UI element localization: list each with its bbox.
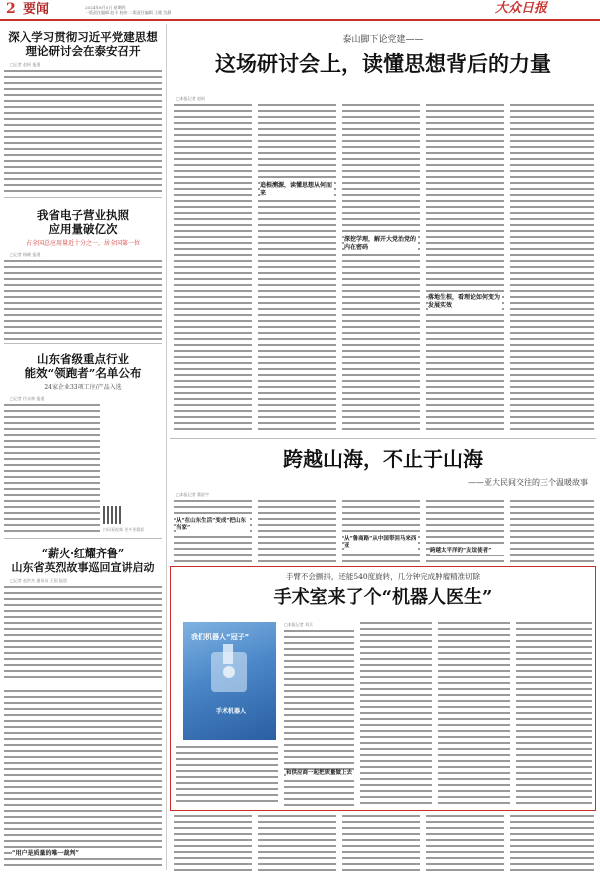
edition-meta [85,5,245,15]
box-body-col3 [438,622,510,806]
subheadline-a3: 24家企业33项工序/产品入选 [44,384,122,391]
bottom-body-col1 [174,815,252,871]
header-rule [0,19,600,21]
mid-subheadline: ——亚大民间交往的三个温暖故事 [468,478,588,487]
body-text-a2 [4,260,162,340]
byline-a4: □记者 赵洪杰 通讯员 王国 报道 [10,578,67,583]
headline-a1 [0,30,166,58]
byline-a3: □记者 付永林 报道 [10,396,45,401]
box-body-col4 [516,622,592,806]
top-body-col4 [426,104,504,434]
mid-headline: 跨越山海，不止于山海 [283,447,483,471]
mid-subhead-1: 从“在山东生活”变成“把山东当家” [176,518,250,532]
box-subhead-1: 和供应商一起把质量做上去 [286,770,353,776]
qr-code[interactable] [103,506,121,524]
mid-body-col2 [258,500,336,562]
section-title: 要闻 [23,2,50,17]
byline-a1: □记者 赵轲 报道 [10,62,41,67]
box-byline: □本报记者 刘兵 [284,622,314,627]
headline-a1-line1: 深入学习贯彻习近平党建思想 [8,30,158,44]
top-body-col5 [510,104,594,434]
top-body-col1 [174,104,252,434]
photo-banner: 我们机器人“冠子” [191,633,250,641]
top-subhead-3: 落地生根，看理论如何变为发展实效 [428,292,502,312]
body-text-a3 [4,404,100,534]
mid-body-col3 [342,500,420,562]
bottom-subhead: “用户是质量的唯一裁判” [12,850,162,858]
top-kicker: 泰山脚下论党建—— [342,35,424,45]
robot-surgery-photo[interactable] [183,622,276,740]
page-number: 2 [6,1,16,17]
body-text-a1 [4,70,162,194]
headline-a1-line2: 理论研讨会在泰安召开 [25,44,141,58]
headline-a4-line1: “薪火·红耀齐鲁” [41,547,125,560]
bottom-body-col3 [342,815,420,871]
photo-caption-title: 手术机器人 [215,708,246,715]
mid-subhead-3: 跨越太平洋的“友谊使者” [430,548,504,555]
headline-a3-line1: 山东省级重点行业 [37,352,129,366]
headline-a4-line2: 山东省英烈故事巡回宣讲启动 [11,561,155,574]
top-byline: □本报记者 赵轲 [176,96,206,101]
newspaper-logo: 大众日报 [495,1,548,16]
headline-a4 [0,547,166,575]
divider [4,538,162,539]
headline-a2-line2: 应用量破亿次 [48,222,118,236]
top-subhead-2: 深挖学理，解开大党治党的内在密码 [344,234,418,254]
divider [170,438,596,439]
top-headline: 这场研讨会上，读懂思想背后的力量 [215,51,551,76]
mid-byline: □本报记者 董舒宇 [176,492,210,497]
bottom-body-col2 [258,815,336,871]
headline-a3 [0,352,166,380]
headline-a2 [0,208,166,236]
qr-label: 扫码看视频 更多更精彩 [103,527,145,532]
subheadline-a2: 占全国总应用量近十分之一，居全国第一位 [25,240,140,247]
byline-a2: □记者 杨晓 报道 [10,252,41,257]
divider [4,197,162,198]
column-divider [166,24,167,870]
box-headline: 手术室来了个“机器人医生” [273,587,493,608]
editors-line: 一版责任编辑 赵丰 校伟 二版责任编辑 王健 沈静 [85,10,172,15]
top-subhead-1: 追根溯源，读懂思想从何而来 [260,180,334,200]
bottom-body-col5 [510,815,594,871]
bottom-body-col4 [426,815,504,871]
headline-a3-line2: 能效“领跑者”名单公布 [24,366,142,380]
mid-body-col5 [510,500,594,562]
top-body-col2 [258,104,336,434]
divider [4,343,162,344]
body-text-continued [4,690,162,870]
robot-arm-icon [183,622,276,740]
box-body-col1 [284,630,354,806]
box-kicker: 手臂不会颤抖，还能540度旋转，几分钟完成肿瘤精准切除 [285,572,481,581]
date-line: 2024年8月5日 星期四 [85,5,126,10]
headline-a2-line1: 我省电子营业执照 [37,208,129,222]
top-body-col3 [342,104,420,434]
box-body-col2 [360,622,432,806]
body-text-a4 [4,586,162,682]
box-body-under-photo [176,746,278,806]
mid-subhead-2: 从“鲁商路”从中国带回马来西亚 [344,536,417,549]
